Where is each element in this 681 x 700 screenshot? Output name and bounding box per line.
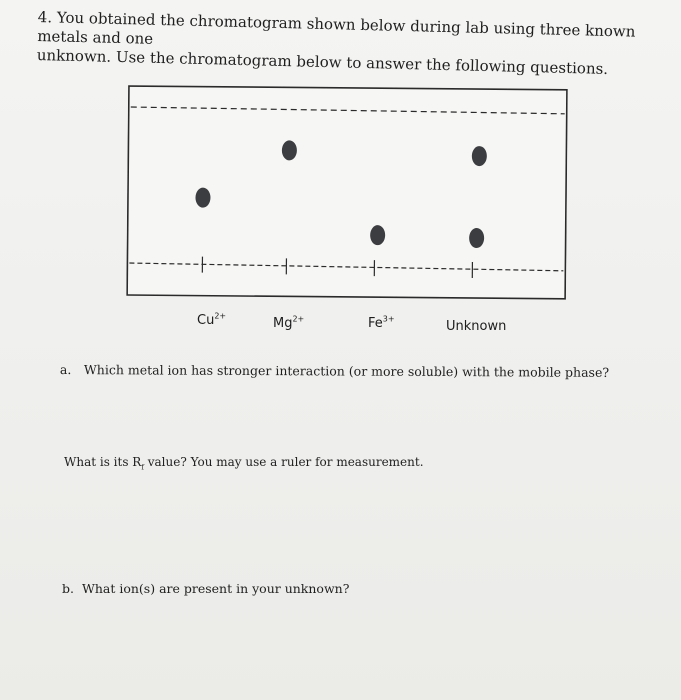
question-number: 4. [37, 8, 53, 27]
part-a-text: Which metal ion has stronger interaction (or more soluble) with the mobile phase? [83, 362, 610, 380]
question-4-intro [37, 8, 658, 80]
part-a-marker: a. [59, 362, 72, 378]
rf-question: What is its $R_f$ value? You may use a ruler for measurement. [64, 455, 424, 472]
part-b-marker: b. [62, 581, 74, 596]
question-part-b [62, 581, 349, 596]
chromatogram [126, 80, 568, 302]
question-line-2: unknown. Use the chromatogram below to answer the following questions. [36, 45, 609, 78]
lane-label-fe: $Fe^{3+}$ [368, 314, 395, 331]
chromatogram-plate [126, 80, 568, 302]
lane-label-unknown: Unknown [446, 319, 507, 334]
question-line-1: 4. You obtained the chromatogram shown below during lab using three known metals and one [37, 8, 636, 48]
part-b-text: What ion(s) are present in your unknown? [82, 581, 350, 596]
question-part-a [60, 362, 609, 380]
lane-label-cu: $Cu^{2+}$ [197, 311, 227, 328]
lane-label-mg: $Mg^{2+}$ [273, 314, 305, 331]
